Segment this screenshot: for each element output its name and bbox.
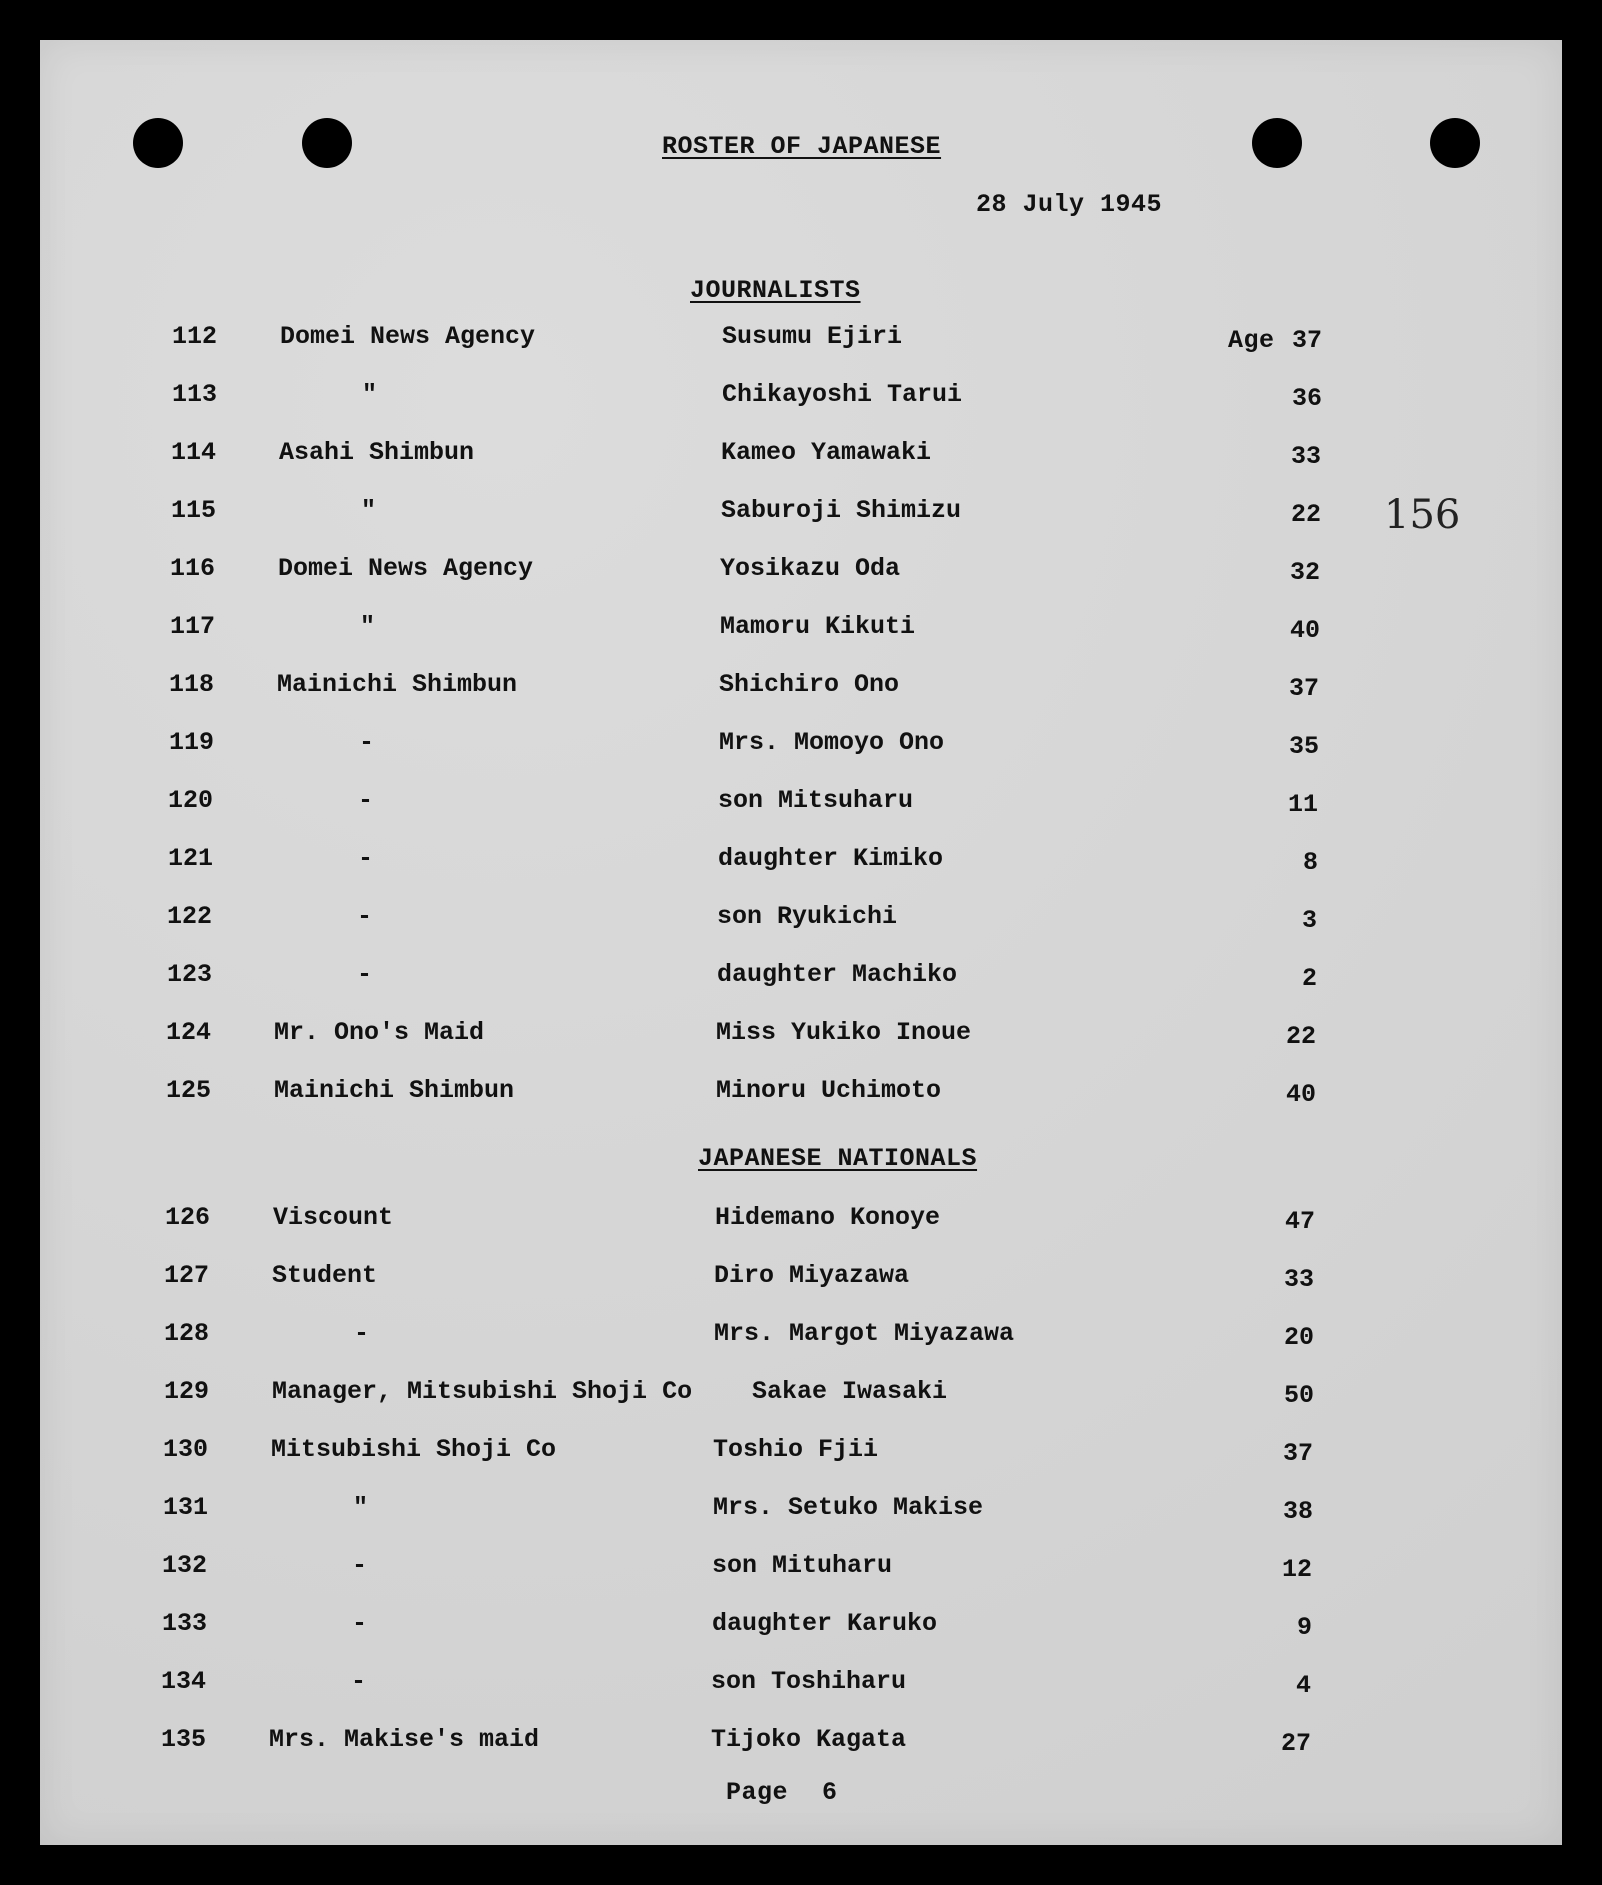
row-number: 121 — [168, 844, 214, 873]
row-age: 12 — [1281, 1555, 1312, 1584]
row-name: Mrs. Setuko Makise — [713, 1493, 984, 1522]
document-title: ROSTER OF JAPANESE — [662, 132, 942, 161]
row-affiliation: Asahi Shimbun — [279, 438, 475, 467]
row-name: Kameo Yamawaki — [721, 438, 932, 467]
row-number: 126 — [165, 1203, 211, 1232]
stamp-number: 156 — [1384, 492, 1461, 538]
page-number: 6 — [822, 1778, 838, 1807]
row-age: 22 — [1285, 1022, 1316, 1051]
row-age: 8 — [1302, 848, 1318, 877]
row-affiliation: - — [359, 728, 375, 757]
punch-hole — [302, 118, 352, 168]
row-name: daughter Karuko — [712, 1609, 938, 1638]
row-age: 35 — [1288, 732, 1319, 761]
row-name: Mamoru Kikuti — [720, 612, 916, 641]
row-number: 116 — [170, 554, 216, 583]
row-name: son Toshiharu — [711, 1667, 907, 1696]
row-name: daughter Kimiko — [718, 844, 944, 873]
row-affiliation: - — [351, 1667, 367, 1696]
row-number: 114 — [171, 438, 217, 467]
row-affiliation: " — [362, 380, 378, 409]
row-affiliation: " — [353, 1493, 369, 1522]
row-affiliation: - — [358, 786, 374, 815]
row-age: 37 — [1288, 674, 1319, 703]
row-age: 40 — [1285, 1080, 1316, 1109]
row-number: 113 — [172, 380, 218, 409]
row-name: daughter Machiko — [717, 960, 958, 989]
row-age: 37 — [1291, 326, 1322, 355]
row-number: 127 — [164, 1261, 210, 1290]
row-name: Yosikazu Oda — [720, 554, 901, 583]
punch-hole — [133, 118, 183, 168]
row-age: 47 — [1284, 1207, 1315, 1236]
row-number: 132 — [162, 1551, 208, 1580]
row-name: Toshio Fjii — [713, 1435, 879, 1464]
punch-hole — [1430, 118, 1480, 168]
row-affiliation: - — [357, 902, 373, 931]
row-affiliation: - — [357, 960, 373, 989]
row-age: 22 — [1290, 500, 1321, 529]
row-number: 115 — [171, 496, 217, 525]
row-affiliation: Mr. Ono's Maid — [274, 1018, 485, 1047]
row-number: 123 — [167, 960, 213, 989]
row-number: 118 — [169, 670, 215, 699]
row-age: 20 — [1283, 1323, 1314, 1352]
row-age: 32 — [1289, 558, 1320, 587]
row-name: Saburoji Shimizu — [721, 496, 962, 525]
row-age: 11 — [1287, 790, 1318, 819]
row-name: Sakae Iwasaki — [752, 1377, 948, 1406]
row-name: Hidemano Konoye — [715, 1203, 941, 1232]
row-name: son Mitsuharu — [718, 786, 914, 815]
section-heading: JAPANESE NATIONALS — [698, 1144, 978, 1173]
row-age: 4 — [1295, 1671, 1311, 1700]
row-number: 119 — [169, 728, 215, 757]
section-heading: JOURNALISTS — [690, 276, 861, 305]
row-age: 33 — [1283, 1265, 1314, 1294]
row-affiliation: Domei News Agency — [278, 554, 534, 583]
row-age: 37 — [1282, 1439, 1313, 1468]
row-number: 131 — [163, 1493, 209, 1522]
row-affiliation: - — [354, 1319, 370, 1348]
row-affiliation: " — [360, 612, 376, 641]
row-name: son Mituharu — [712, 1551, 893, 1580]
document-page — [40, 40, 1562, 1845]
row-age: 36 — [1291, 384, 1322, 413]
row-name: Tijoko Kagata — [711, 1725, 907, 1754]
row-number: 129 — [164, 1377, 210, 1406]
row-affiliation: Domei News Agency — [280, 322, 536, 351]
row-name: Minoru Uchimoto — [716, 1076, 942, 1105]
row-age: 50 — [1283, 1381, 1314, 1410]
row-number: 120 — [168, 786, 214, 815]
row-name: Mrs. Margot Miyazawa — [714, 1319, 1015, 1348]
row-number: 122 — [167, 902, 213, 931]
row-affiliation: - — [352, 1551, 368, 1580]
row-number: 112 — [172, 322, 218, 351]
row-affiliation: Viscount — [273, 1203, 394, 1232]
page-label: Page — [726, 1778, 789, 1807]
row-name: Susumu Ejiri — [722, 322, 903, 351]
punch-hole — [1252, 118, 1302, 168]
row-affiliation: Mrs. Makise's maid — [269, 1725, 540, 1754]
row-name: Chikayoshi Tarui — [722, 380, 963, 409]
row-affiliation: - — [358, 844, 374, 873]
row-number: 128 — [164, 1319, 210, 1348]
row-affiliation: Mitsubishi Shoji Co — [271, 1435, 557, 1464]
row-name: Miss Yukiko Inoue — [716, 1018, 972, 1047]
row-name: Mrs. Momoyo Ono — [719, 728, 945, 757]
row-number: 135 — [161, 1725, 207, 1754]
row-age: 3 — [1301, 906, 1317, 935]
row-number: 130 — [163, 1435, 209, 1464]
row-age: 40 — [1289, 616, 1320, 645]
document-date: 28 July 1945 — [976, 190, 1163, 219]
row-number: 124 — [166, 1018, 212, 1047]
row-age: 38 — [1282, 1497, 1313, 1526]
row-age: 27 — [1280, 1729, 1311, 1758]
row-affiliation: " — [361, 496, 377, 525]
row-number: 125 — [166, 1076, 212, 1105]
row-name: son Ryukichi — [717, 902, 898, 931]
row-number: 117 — [170, 612, 216, 641]
row-age: 9 — [1296, 1613, 1312, 1642]
row-age: 33 — [1290, 442, 1321, 471]
row-number: 133 — [162, 1609, 208, 1638]
row-name: Diro Miyazawa — [714, 1261, 910, 1290]
row-affiliation: Manager, Mitsubishi Shoji Co — [272, 1377, 693, 1406]
row-number: 134 — [161, 1667, 207, 1696]
row-age: 2 — [1301, 964, 1317, 993]
row-affiliation: Mainichi Shimbun — [274, 1076, 515, 1105]
row-name: Shichiro Ono — [719, 670, 900, 699]
row-affiliation: - — [352, 1609, 368, 1638]
row-affiliation: Mainichi Shimbun — [277, 670, 518, 699]
row-affiliation: Student — [272, 1261, 378, 1290]
age-column-label: Age — [1228, 326, 1275, 355]
